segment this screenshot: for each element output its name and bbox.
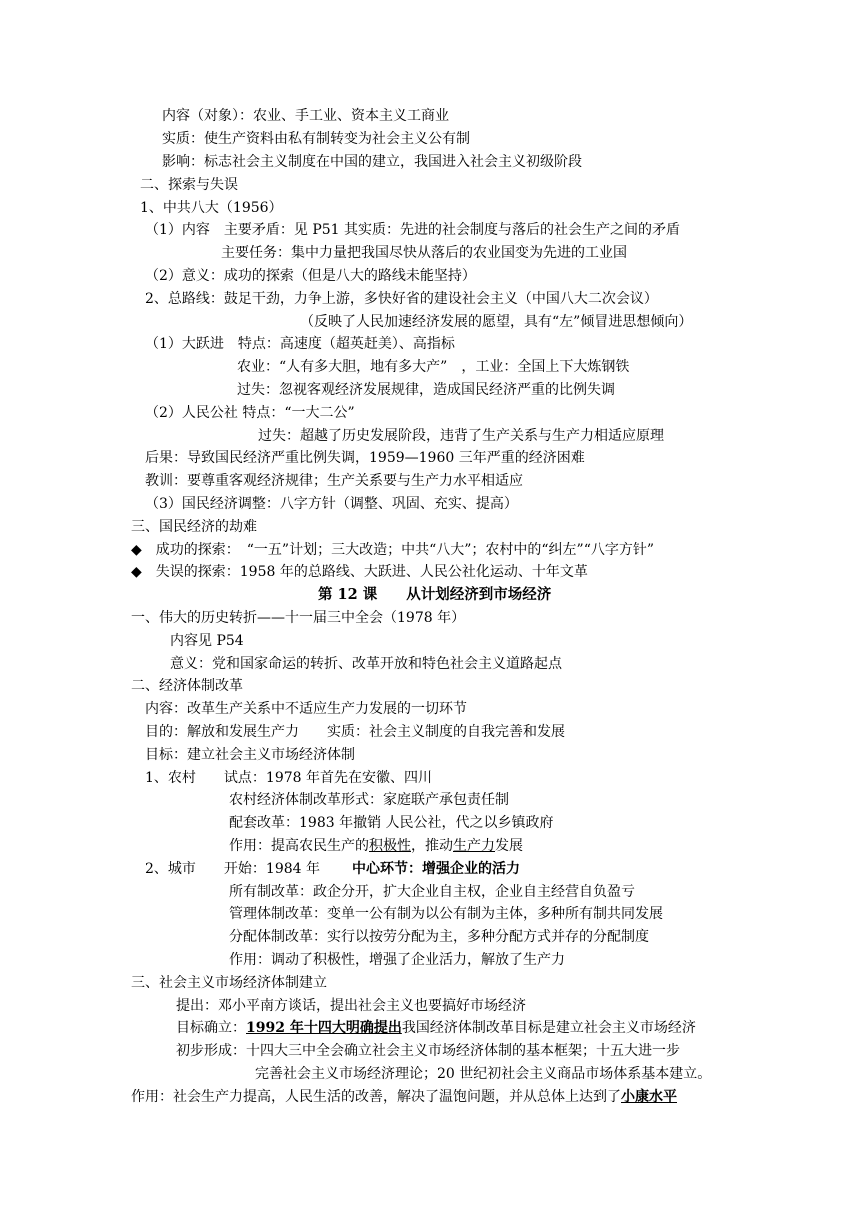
text-line: 提出：邓小平南方谈话，提出社会主义也要搞好市场经济 — [176, 998, 526, 1014]
section-heading: 三、社会主义市场经济体制建立 — [131, 975, 327, 991]
section-heading: 一、伟大的历史转折——十一届三中全会（1978 年） — [131, 610, 466, 626]
text-line: 1、中共八大（1956） — [140, 200, 283, 216]
section-heading: 二、探索与失误 — [140, 177, 238, 193]
text-line: 实质：使生产资料由私有制转变为社会主义公有制 — [162, 131, 470, 147]
text-line: 农业：“人有多大胆，地有多大产” ，工业：全国上下大炼钢铁 — [237, 359, 630, 375]
bold-underlined-term: 小康水平 — [621, 1089, 677, 1105]
bold-underlined-term: 1992 年十四大明确提出 — [246, 1020, 402, 1036]
underlined-term: 生产力 — [453, 838, 495, 854]
text-line: 分配体制改革：实行以按劳分配为主，多种分配方式并存的分配制度 — [229, 929, 649, 945]
section-heading: 二、经济体制改革 — [131, 678, 243, 694]
text-line: 目标：建立社会主义市场经济体制 — [145, 747, 355, 763]
text-line: （2）人民公社 特点：“一大二公” — [145, 405, 355, 421]
text-line — [131, 1087, 677, 1109]
text-line: 所有制改革：政企分开，扩大企业自主权，企业自主经营自负盈亏 — [229, 884, 635, 900]
text-line: （3）国民经济调整：八字方针（调整、巩固、充实、提高） — [145, 496, 518, 512]
text-line: 过失：超越了历史发展阶段，违背了生产关系与生产力相适应原理 — [258, 428, 664, 444]
bold-term: 中心环节：增强企业的活力 — [352, 861, 520, 877]
text-line: （1）大跃进 特点：高速度（超英赶美）、高指标 — [145, 336, 455, 352]
text-line: 内容（对象）：农业、手工业、资本主义工商业 — [162, 108, 449, 124]
text-line: 后果：导致国民经济严重比例失调，1959—1960 三年严重的经济困难 — [145, 450, 585, 466]
text-line: （2）意义：成功的探索（但是八大的路线未能坚持） — [145, 268, 476, 284]
text-line: 意义：党和国家命运的转折、改革开放和特色社会主义道路起点 — [170, 656, 562, 672]
bullet-item: ◆ 失误的探索：1958 年的总路线、大跃进、人民公社化运动、十年文革 — [131, 564, 588, 580]
text-line: 完善社会主义市场经济理论；20 世纪初社会主义商品市场体系基本建立。 — [255, 1066, 712, 1082]
text-run: 我国经济体制改革目标是建立社会主义市场经济 — [401, 1020, 696, 1036]
text-line: 过失：忽视客观经济发展规律，造成国民经济严重的比例失调 — [237, 382, 615, 398]
text-line: 管理体制改革：变单一公有制为以公有制为主体，多种所有制共同发展 — [229, 906, 663, 922]
section-heading: 三、国民经济的劫难 — [131, 519, 257, 535]
text-line: 1、农村 试点：1978 年首先在安徽、四川 — [145, 770, 432, 786]
text-run: 目标确立： — [176, 1020, 246, 1036]
text-line: （1）内容 主要矛盾：见 P51 其实质：先进的社会制度与落后的社会生产之间的矛盾 — [145, 222, 681, 238]
text-line: 作用：调动了积极性，增强了企业活力，解放了生产力 — [229, 952, 565, 968]
text-run: 作用：提高农民生产的 — [229, 838, 369, 854]
underlined-term: 积极性 — [369, 838, 411, 854]
text-line: 影响：标志社会主义制度在中国的建立，我国进入社会主义初级阶段 — [162, 154, 582, 170]
text-run: 作用：社会生产力提高，人民生活的改善，解决了温饱问题，并从总体上达到了 — [131, 1089, 621, 1105]
text-line — [145, 859, 520, 881]
text-line: 目的：解放和发展生产力 实质：社会主义制度的自我完善和发展 — [145, 724, 565, 740]
text-run: ，推动 — [411, 838, 453, 854]
text-run: 发展 — [495, 838, 523, 854]
text-line — [176, 1018, 696, 1040]
bullet-item: ◆ 成功的探索： “一五”计划；三大改造；中共“八大”；农村中的“纠左”“八字方针” — [131, 542, 655, 558]
lesson-title: 第 12 课 从计划经济到市场经济 — [318, 586, 552, 603]
text-line — [229, 836, 523, 858]
text-line: 教训：要尊重客观经济规律；生产关系要与生产力水平相适应 — [145, 473, 523, 489]
text-line: 2、总路线：鼓足干劲，力争上游，多快好省的建设社会主义（中国八大二次会议） — [145, 291, 658, 307]
text-line: 主要任务：集中力量把我国尽快从落后的农业国变为先进的工业国 — [221, 245, 627, 261]
text-line: 配套改革：1983 年撤销 人民公社，代之以乡镇政府 — [229, 815, 554, 831]
text-line: 初步形成：十四大三中全会确立社会主义市场经济体制的基本框架；十五大进一步 — [176, 1043, 680, 1059]
text-run: 2、城市 开始：1984 年 — [145, 861, 320, 877]
text-line: 农村经济体制改革形式：家庭联产承包责任制 — [229, 792, 509, 808]
text-line: 内容见 P54 — [170, 633, 244, 649]
text-line: 内容：改革生产关系中不适应生产力发展的一切环节 — [145, 701, 467, 717]
text-line: （反映了人民加速经济发展的愿望，具有“左”倾冒进思想倾向） — [300, 314, 693, 330]
